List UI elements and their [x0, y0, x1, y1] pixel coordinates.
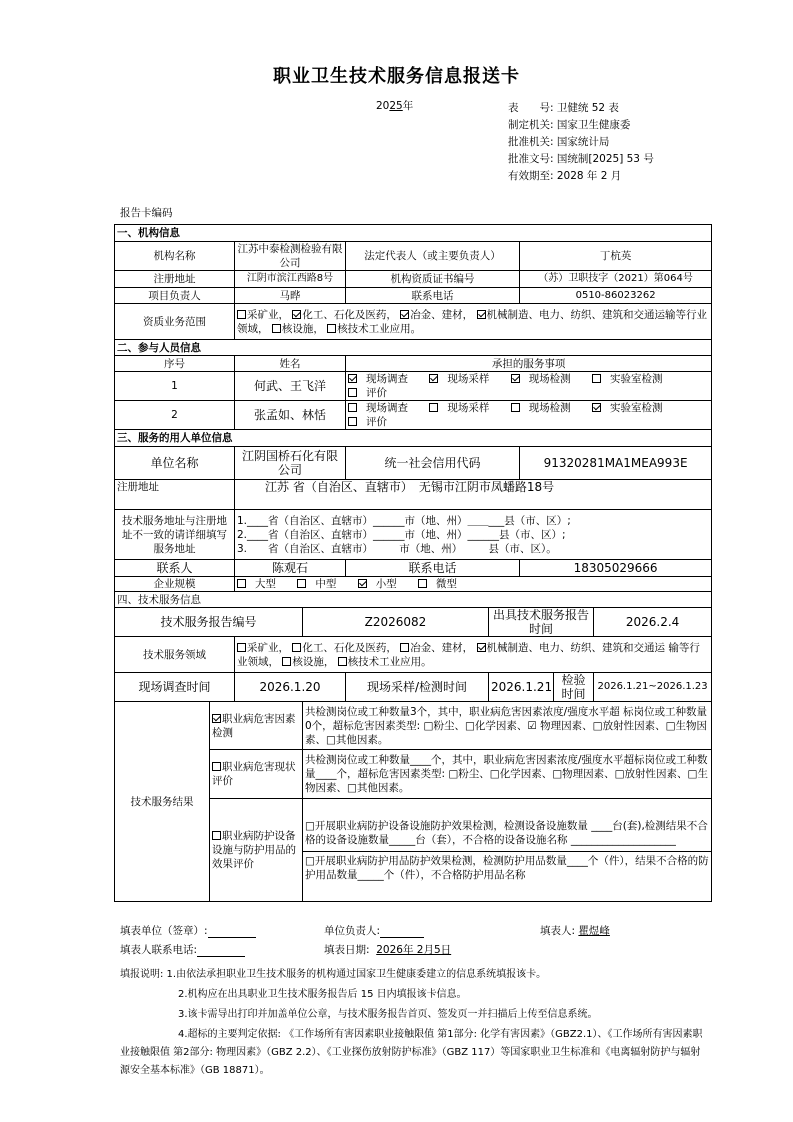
scope-check-5[interactable] — [327, 324, 336, 333]
cert-no-label: 机构资质证书编号 — [346, 271, 520, 288]
section-org-title: 一、机构信息 — [115, 225, 712, 242]
section-employer-title: 三、服务的用人单位信息 — [115, 430, 712, 447]
svc-addr-label: 技术服务地址与注册地址不一致的请详细填写服务地址 — [115, 510, 235, 560]
legal-rep-label: 法定代表人（或主要负责人） — [346, 242, 520, 271]
result-check-2[interactable] — [212, 831, 221, 840]
result-check-0[interactable] — [212, 714, 221, 723]
fill-date[interactable]: 2026年 2月5日 — [376, 944, 452, 956]
note-3: 3.该卡需导出打印并加盖单位公章，与技术服务报告首页、签发页一并扫描后上传至信息系统。 — [178, 1009, 598, 1020]
staff-name[interactable]: 张孟如、林恬 — [235, 401, 346, 430]
survey-date[interactable]: 2026.1.20 — [235, 673, 346, 702]
r0-check-4[interactable] — [348, 388, 357, 397]
survey-label: 现场调查时间 — [115, 673, 235, 702]
r1-check-3[interactable] — [592, 403, 601, 412]
staff-items: 现场调查 现场采样 现场检测 实验室检测 评价 — [346, 401, 712, 430]
note-4: 4.超标的主要判定依据: 《工作场所有害因素职业接触限值 第1部分: 化学有害因素》（GBZ2.1）、《工作场所有害因素职业接触限值 第2部分: 物理因素》（GBZ 2.2）、《工业探伤放射防护标准》（GBZ 117）等国家职业卫生标准和《电离辐射防护与辐射源安全基本标准》（GB 18871）。 — [120, 1029, 703, 1076]
legal-rep[interactable]: 丁杭英 — [520, 242, 712, 271]
contact-tel[interactable]: 18305029666 — [520, 560, 712, 577]
size-check-0[interactable] — [237, 579, 246, 588]
employer-addr-label: 注册地址 — [115, 480, 235, 510]
r1-check-1[interactable] — [429, 403, 438, 412]
sample-date[interactable]: 2026.1.21 — [489, 673, 554, 702]
staff-col-no: 序号 — [115, 356, 235, 372]
pm[interactable]: 马晔 — [235, 288, 346, 304]
contact-tel-label: 联系电话 — [346, 560, 520, 577]
unit-name[interactable]: 江阴国桥石化有限公司 — [235, 447, 346, 480]
section-service-title: 四、技术服务信息 — [115, 592, 712, 608]
field-check-2[interactable] — [400, 643, 409, 652]
size-options: 大型 中型 小型 微型 — [235, 577, 712, 592]
card-no-label: 报告卡编码 — [120, 207, 173, 219]
size-check-2[interactable] — [358, 579, 367, 588]
pm-label: 项目负责人 — [115, 288, 235, 304]
result-check-1[interactable] — [212, 762, 221, 771]
r0-check-1[interactable] — [429, 374, 438, 383]
report-no[interactable]: Z2026082 — [303, 608, 489, 637]
meta-table-no: 表 号: 卫健统 52 表 — [508, 102, 619, 114]
contact-label: 联系人 — [115, 560, 235, 577]
meta-agency: 制定机关: 国家卫生健康委 — [508, 119, 631, 131]
form-meta — [508, 100, 654, 185]
svc-addr: 1.____省（自治区、直辖市）______市（地、州）＿＿___县（市、区）; 2.____省（自治区、直辖市）______市（地、州）______县（市、区）; 3. 省（自治区、直辖市） 市（地、州） 县（市、区）。 — [235, 510, 712, 560]
r0-check-3[interactable] — [592, 374, 601, 383]
scope-label: 资质业务范围 — [115, 304, 235, 340]
staff-row: 2 张孟如、林恬 现场调查 现场采样 现场检测 实验室检测 评价 — [115, 401, 712, 430]
contact[interactable]: 陈观石 — [235, 560, 346, 577]
scope-check-3[interactable] — [477, 310, 486, 319]
credit-code[interactable]: 91320281MA1MEA993E — [520, 447, 712, 480]
scope-check-0[interactable] — [237, 310, 246, 319]
report-year: 2025年 — [376, 100, 414, 112]
r0-check-0[interactable] — [348, 374, 357, 383]
staff-col-name: 姓名 — [235, 356, 346, 372]
r1-check-2[interactable] — [511, 403, 520, 412]
filler-tel-line[interactable] — [197, 945, 245, 957]
lab-date[interactable]: 2026.1.21~2026.1.23 — [594, 673, 712, 702]
field-check-0[interactable] — [237, 643, 246, 652]
scope-check-4[interactable] — [272, 324, 281, 333]
footer-filler: 填表人: 瞿煜峰 — [540, 925, 610, 937]
org-tel-label: 联系电话 — [346, 288, 520, 304]
report-table — [114, 224, 712, 902]
result-type-2: 职业病防护设备设施与防护用品的效果评价 — [210, 799, 303, 902]
meta-valid-until: 有效期至: 2028 年 2 月 — [508, 170, 622, 182]
result-text-2: □开展职业病防护设备设施防护效果检测，检测设备设施数量 ____台(套),检测结果不合格的设备设施数量_____台（套），不合格的设备设施名称 ____________________ □开展职业病防护用品防护效果检测，检测防护用品数量____个（件），结果不合格的防护用品数量_____个（件），不合格防护用品名称 — [303, 799, 712, 902]
scope-check-2[interactable] — [400, 310, 409, 319]
report-date[interactable]: 2026.2.4 — [594, 608, 712, 637]
sample-label: 现场采样/检测时间 — [346, 673, 489, 702]
employer-addr[interactable]: 江苏 省（自治区、直辖市） 无锡市江阴市凤蟠路18号 — [235, 480, 712, 510]
reg-addr[interactable]: 江阴市滨江西路8号 — [235, 271, 346, 288]
footer-unit: 填表单位（签章）: — [120, 923, 256, 938]
field-options: 采矿业， 化工、石化及医药， 冶金、建材， 机械制造、电力、纺织、建筑和交通运 输等行业领域， 核设施， 核技术工业应用。 — [235, 637, 712, 673]
note-1: 填报说明: 1.由依法承担职业卫生技术服务的机构通过国家卫生健康委建立的信息系统填报该卡。 — [120, 969, 547, 980]
report-no-label: 技术服务报告编号 — [115, 608, 303, 637]
report-date-label: 出具技术服务报告时间 — [489, 608, 594, 637]
meta-approval-no: 批准文号: 国统制[2025] 53 号 — [508, 153, 654, 165]
org-name-label: 机构名称 — [115, 242, 235, 271]
result-type-0: 职业病危害因素检测 — [210, 702, 303, 750]
note-2: 2.机构应在出具职业卫生技术服务报告后 15 日内填报该卡信息。 — [178, 989, 467, 1000]
credit-code-label: 统一社会信用代码 — [346, 447, 520, 480]
field-label: 技术服务领域 — [115, 637, 235, 673]
result-label: 技术服务结果 — [115, 702, 210, 902]
staff-name[interactable]: 何武、王飞洋 — [235, 372, 346, 401]
footer-head: 单位负责人: — [324, 923, 424, 938]
scope-options: 采矿业， 化工、石化及医药， 冶金、建材， 机械制造、电力、纺织、建筑和交通运输等行业领域， 核设施， 核技术工业应用。 — [235, 304, 712, 340]
filler-name[interactable]: 瞿煜峰 — [578, 925, 610, 937]
field-check-3[interactable] — [477, 643, 486, 652]
year-value[interactable]: 25 — [389, 100, 403, 112]
field-check-1[interactable] — [292, 643, 301, 652]
size-check-1[interactable] — [297, 579, 306, 588]
section-staff-title: 二、参与人员信息 — [115, 340, 712, 356]
field-check-5[interactable] — [338, 657, 347, 666]
unit-name-label: 单位名称 — [115, 447, 235, 480]
result-text-1[interactable]: 共检测岗位或工种数量____个，其中，职业病危害因素浓度/强度水平超标岗位或工种数量____个，超标危害因素类型: □粉尘、□化学因素、□物理因素、□放射性因素、□生物因素、□其他因素。 — [303, 750, 712, 799]
size-check-3[interactable] — [418, 579, 427, 588]
reg-addr-label: 注册地址 — [115, 271, 235, 288]
unit-sign-line[interactable] — [208, 926, 256, 938]
head-sign-line[interactable] — [380, 926, 424, 938]
cert-no[interactable]: （苏）卫职技字（2021）第064号 — [520, 271, 712, 288]
scope-check-1[interactable] — [292, 310, 301, 319]
footer-filler-tel: 填表人联系电话: — [120, 942, 245, 957]
lab-label: 检验时间 — [554, 673, 594, 702]
size-label: 企业规模 — [115, 577, 235, 592]
staff-row: 1 何武、王飞洋 现场调查 现场采样 现场检测 实验室检测 评价 — [115, 372, 712, 401]
r1-check-0[interactable] — [348, 403, 357, 412]
meta-approver: 批准机关: 国家统计局 — [508, 136, 610, 148]
org-name[interactable]: 江苏中泰检测检验有限公司 — [235, 242, 346, 271]
result-text-0[interactable]: 共检测岗位或工种数量3个，其中，职业病危害因素浓度/强度水平超 标岗位或工种数量0个，超标危害因素类型: □粉尘、□化学因素、☑ 物理因素、□放射性因素、□生物因素、□其他因素。 — [303, 702, 712, 750]
staff-items: 现场调查 现场采样 现场检测 实验室检测 评价 — [346, 372, 712, 401]
r0-check-2[interactable] — [511, 374, 520, 383]
org-tel[interactable]: 0510-86023262 — [520, 288, 712, 304]
form-title: 职业卫生技术服务信息报送卡 — [273, 66, 520, 87]
staff-col-items: 承担的服务事项 — [346, 356, 712, 372]
field-check-4[interactable] — [282, 657, 291, 666]
result-type-1: 职业病危害现状评价 — [210, 750, 303, 799]
r1-check-4[interactable] — [348, 417, 357, 426]
footer-date: 填表日期: 2026年 2月5日 — [324, 944, 452, 956]
